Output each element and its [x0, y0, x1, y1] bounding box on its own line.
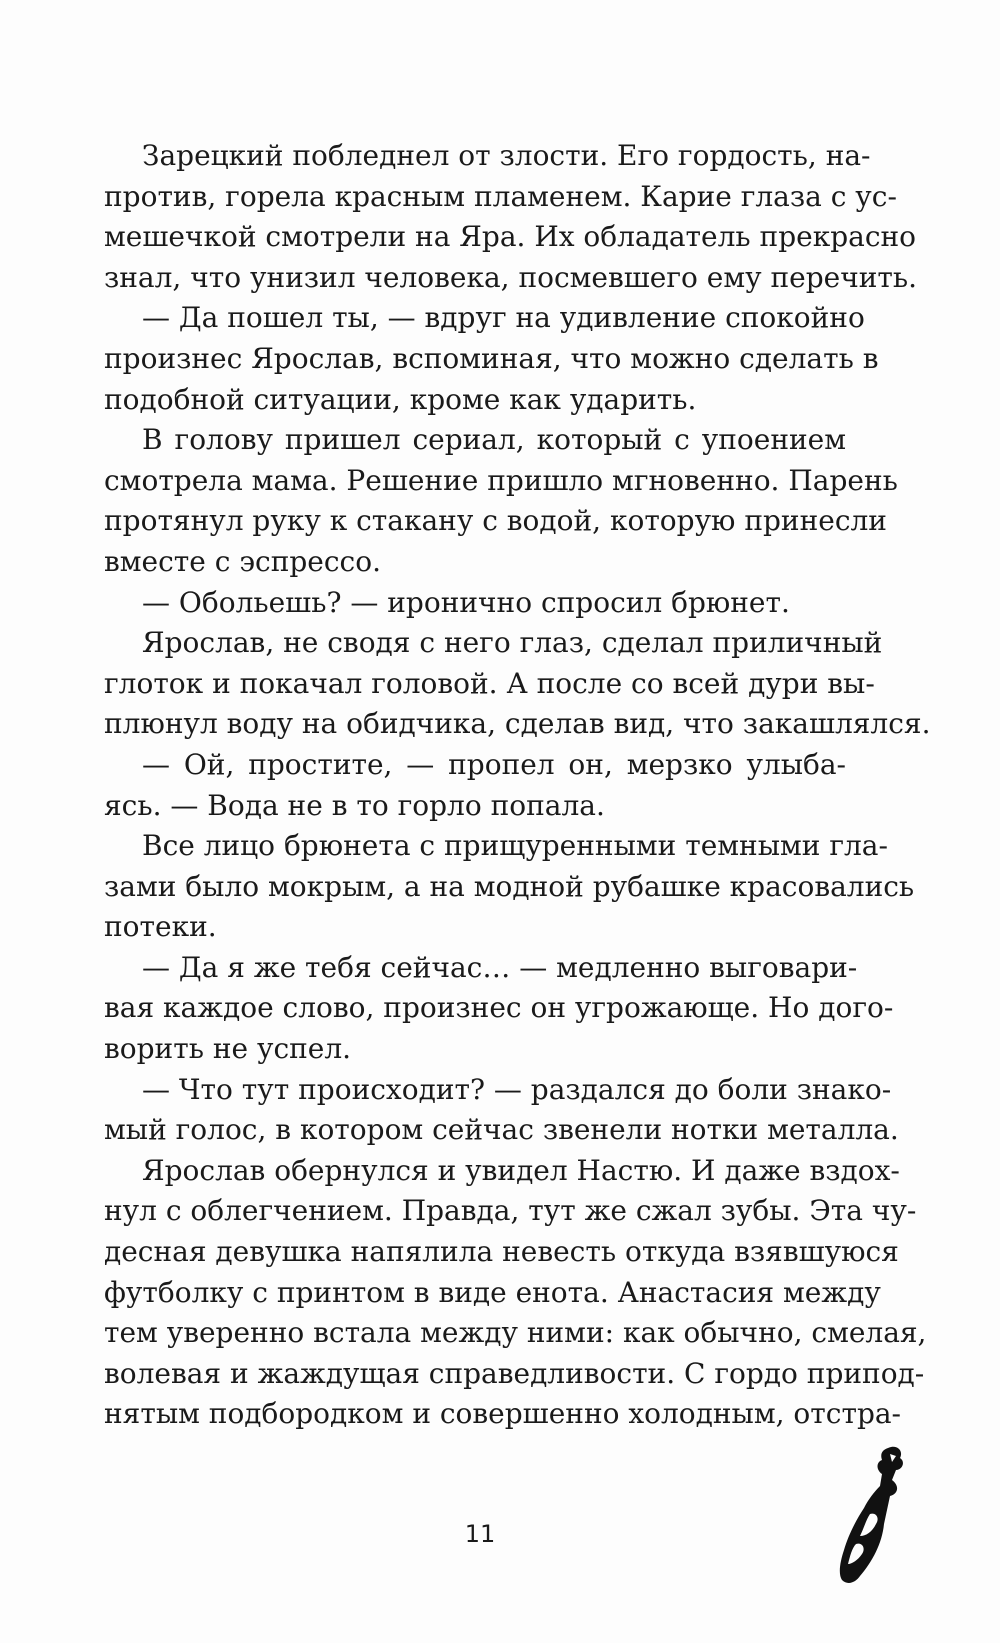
page-number: 11	[464, 1520, 496, 1548]
text-line: глоток и покачал головой. А после со всей дури вы-	[104, 666, 875, 700]
text-line: смотрела мама. Решение пришло мгновенно. Парень	[104, 463, 898, 497]
text-line: ворить не успел.	[104, 1032, 352, 1066]
text-line: — Что тут происходит? — раздался до боли знако-	[142, 1072, 892, 1106]
text-line: Все лицо брюнета с прищуренными темными гла-	[142, 829, 888, 863]
text-line: футболку с принтом в виде енота. Анастасия между	[104, 1275, 881, 1309]
text-line: — Да я же тебя сейчас… — медленно выговари-	[142, 950, 858, 984]
text-line: вместе с эспрессо.	[104, 544, 381, 578]
text-line: — Обольешь? — иронично спросил брюнет.	[142, 585, 790, 619]
text-line: нул с облегчением. Правда, тут же сжал зубы. Эта чу-	[104, 1194, 917, 1228]
text-line: против, горела красным пламенем. Карие глаза с ус-	[104, 179, 897, 213]
raccoon-tail-icon	[830, 1440, 910, 1590]
text-line: Ярослав, не сводя с него глаз, сделал приличный	[142, 626, 883, 660]
text-line: вая каждое слово, произнес он угрожающе. Но дого-	[104, 991, 894, 1025]
text-line: ясь. — Вода не в то горло попала.	[104, 788, 605, 822]
text-line: — Да пошел ты, — вдруг на удивление спокойно	[142, 301, 865, 335]
text-line: потеки.	[104, 910, 217, 944]
text-line: волевая и жаждущая справедливости. С гордо припод-	[104, 1356, 925, 1390]
text-line: — Ой, простите, — пропел он, мерзко улыба-	[142, 747, 846, 781]
text-line: Зарецкий побледнел от злости. Его гордость, на-	[142, 139, 871, 172]
text-line: Ярослав обернулся и увидел Настю. И даже вздох-	[142, 1153, 900, 1187]
text-line: подобной ситуации, кроме как ударить.	[104, 382, 697, 416]
text-line: тем уверенно встала между ними: как обычно, смелая,	[104, 1316, 927, 1350]
text-line: В голову пришел сериал, который с упоением	[142, 423, 846, 457]
text-line: мый голос, в котором сейчас звенели нотки металла.	[104, 1113, 899, 1147]
text-line: мешечкой смотрели на Яра. Их обладатель прекрасно	[104, 220, 917, 254]
text-line: нятым подбородком и совершенно холодным, отстра-	[104, 1397, 902, 1431]
text-line: плюнул воду на обидчика, сделав вид, что закашлялся.	[104, 707, 931, 741]
text-line: знал, что унизил человека, посмевшего ему перечить.	[104, 260, 918, 294]
text-line: зами было мокрым, а на модной рубашке красовались	[104, 869, 915, 903]
text-line: произнес Ярослав, вспоминая, что можно сделать в	[104, 341, 879, 375]
text-line: десная девушка напялила невесть откуда взявшуюся	[104, 1235, 899, 1269]
body-text	[104, 136, 931, 1435]
text-line: протянул руку к стакану с водой, которую принесли	[104, 504, 887, 538]
